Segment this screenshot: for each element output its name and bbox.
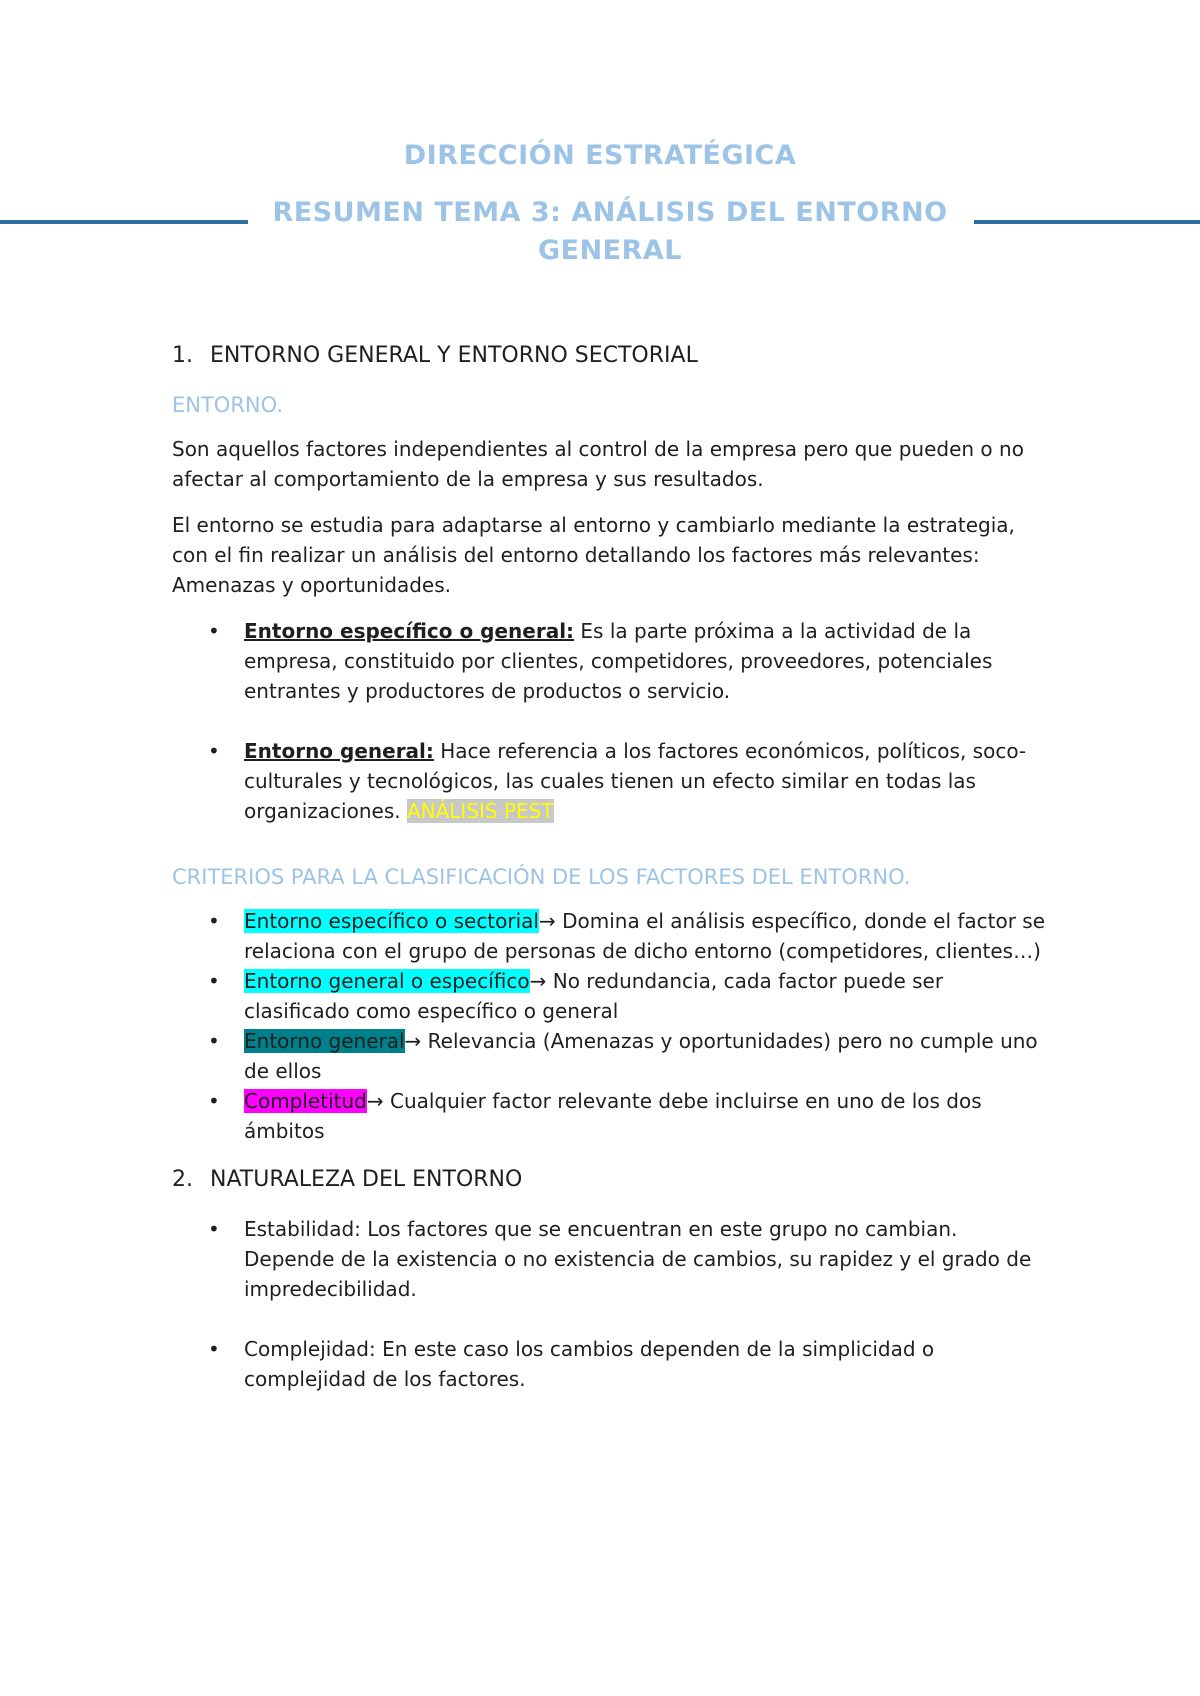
criterio-label: Entorno general o específico xyxy=(244,969,530,993)
criterio-label: Entorno general xyxy=(244,1029,405,1053)
criterios-list xyxy=(172,906,1052,1146)
list-item xyxy=(172,1334,1052,1394)
criterio-text: No redundancia, cada factor puede ser clasificado como específico o general xyxy=(244,969,944,1023)
bullet-glyph: • xyxy=(208,739,220,763)
pest-highlight: ANÁLISIS PEST xyxy=(406,799,554,823)
bullet-glyph: • xyxy=(208,619,220,643)
bullet-label: Entorno específico o general: xyxy=(244,619,575,643)
section-1-heading xyxy=(172,340,1052,372)
arrow-icon: → xyxy=(529,969,547,993)
bullet-glyph: • xyxy=(208,909,220,933)
section-2-number: 2. xyxy=(172,1167,193,1192)
list-item xyxy=(172,1214,1052,1304)
section-1-number: 1. xyxy=(172,343,193,368)
bullet-glyph: • xyxy=(208,1217,220,1241)
title-rule-right xyxy=(974,220,1200,224)
paragraph-1: Son aquellos factores independientes al control de la empresa pero que pueden o no afectar al comportamiento de la empresa y sus resultados. xyxy=(172,437,1024,491)
bullet-glyph: • xyxy=(208,1029,220,1053)
bullet-glyph: • xyxy=(208,1337,220,1361)
section-2-title: NATURALEZA DEL ENTORNO xyxy=(210,1167,523,1192)
document-subtitle xyxy=(250,194,970,270)
subtitle-line-1: RESUMEN TEMA 3: ANÁLISIS DEL ENTORNO xyxy=(272,197,948,228)
bullet-glyph: • xyxy=(208,969,220,993)
subtitle-line-2: GENERAL xyxy=(537,235,683,266)
arrow-icon: → xyxy=(366,1089,384,1113)
list-item xyxy=(172,906,1052,966)
entorno-subheading: ENTORNO. xyxy=(172,393,283,417)
bullet-text: Complejidad: En este caso los cambios dependen de la simplicidad o complejidad de los factores. xyxy=(244,1337,935,1391)
list-item xyxy=(172,616,1052,706)
title-rule-left xyxy=(0,220,248,224)
list-item xyxy=(172,736,1052,826)
criterios-heading: CRITERIOS PARA LA CLASIFICACIÓN DE LOS FACTORES DEL ENTORNO. xyxy=(172,865,911,889)
list-item xyxy=(172,1026,1052,1086)
criterio-label: Completitud xyxy=(244,1089,367,1113)
bullet-label: Entorno general: xyxy=(244,739,434,763)
bullet-text: Estabilidad: Los factores que se encuentran en este grupo no cambian. Depende de la existencia o no existencia de cambios, su rapidez y el grado de impredecibilidad. xyxy=(244,1217,1032,1301)
arrow-icon: → xyxy=(538,909,556,933)
document-body xyxy=(172,340,1052,1394)
section-1-title: ENTORNO GENERAL Y ENTORNO SECTORIAL xyxy=(210,343,698,368)
list-item xyxy=(172,966,1052,1026)
bullet-text: Es la parte próxima a la actividad de la empresa, constituido por clientes, competidores, proveedores, potenciales entrantes y productores de productos o servicio. xyxy=(244,619,993,703)
section-2-heading xyxy=(172,1164,1052,1196)
criterio-label: Entorno específico o sectorial xyxy=(244,909,539,933)
bullet-glyph: • xyxy=(208,1089,220,1113)
entorno-bullet-list xyxy=(172,616,1052,826)
document-title: DIRECCIÓN ESTRATÉGICA xyxy=(403,140,797,171)
bullet-text: Hace referencia a los factores económicos, políticos, soco-culturales y tecnológicos, las cuales tienen un efecto similar en todas las organizaciones. xyxy=(244,739,1027,823)
paragraph-2: El entorno se estudia para adaptarse al entorno y cambiarlo mediante la estrategia, con el fin realizar un análisis del entorno detallando los factores más relevantes: Amenazas y oportunidades. xyxy=(172,513,1015,597)
naturaleza-list xyxy=(172,1214,1052,1394)
list-item xyxy=(172,1086,1052,1146)
criterio-text: Cualquier factor relevante debe incluirse en uno de los dos ámbitos xyxy=(244,1089,982,1143)
arrow-icon: → xyxy=(404,1029,422,1053)
criterio-text: Domina el análisis específico, donde el factor se relaciona con el grupo de personas de dicho entorno (competidores, clientes…) xyxy=(244,909,1046,963)
criterio-text: Relevancia (Amenazas y oportunidades) pero no cumple uno de ellos xyxy=(244,1029,1038,1083)
